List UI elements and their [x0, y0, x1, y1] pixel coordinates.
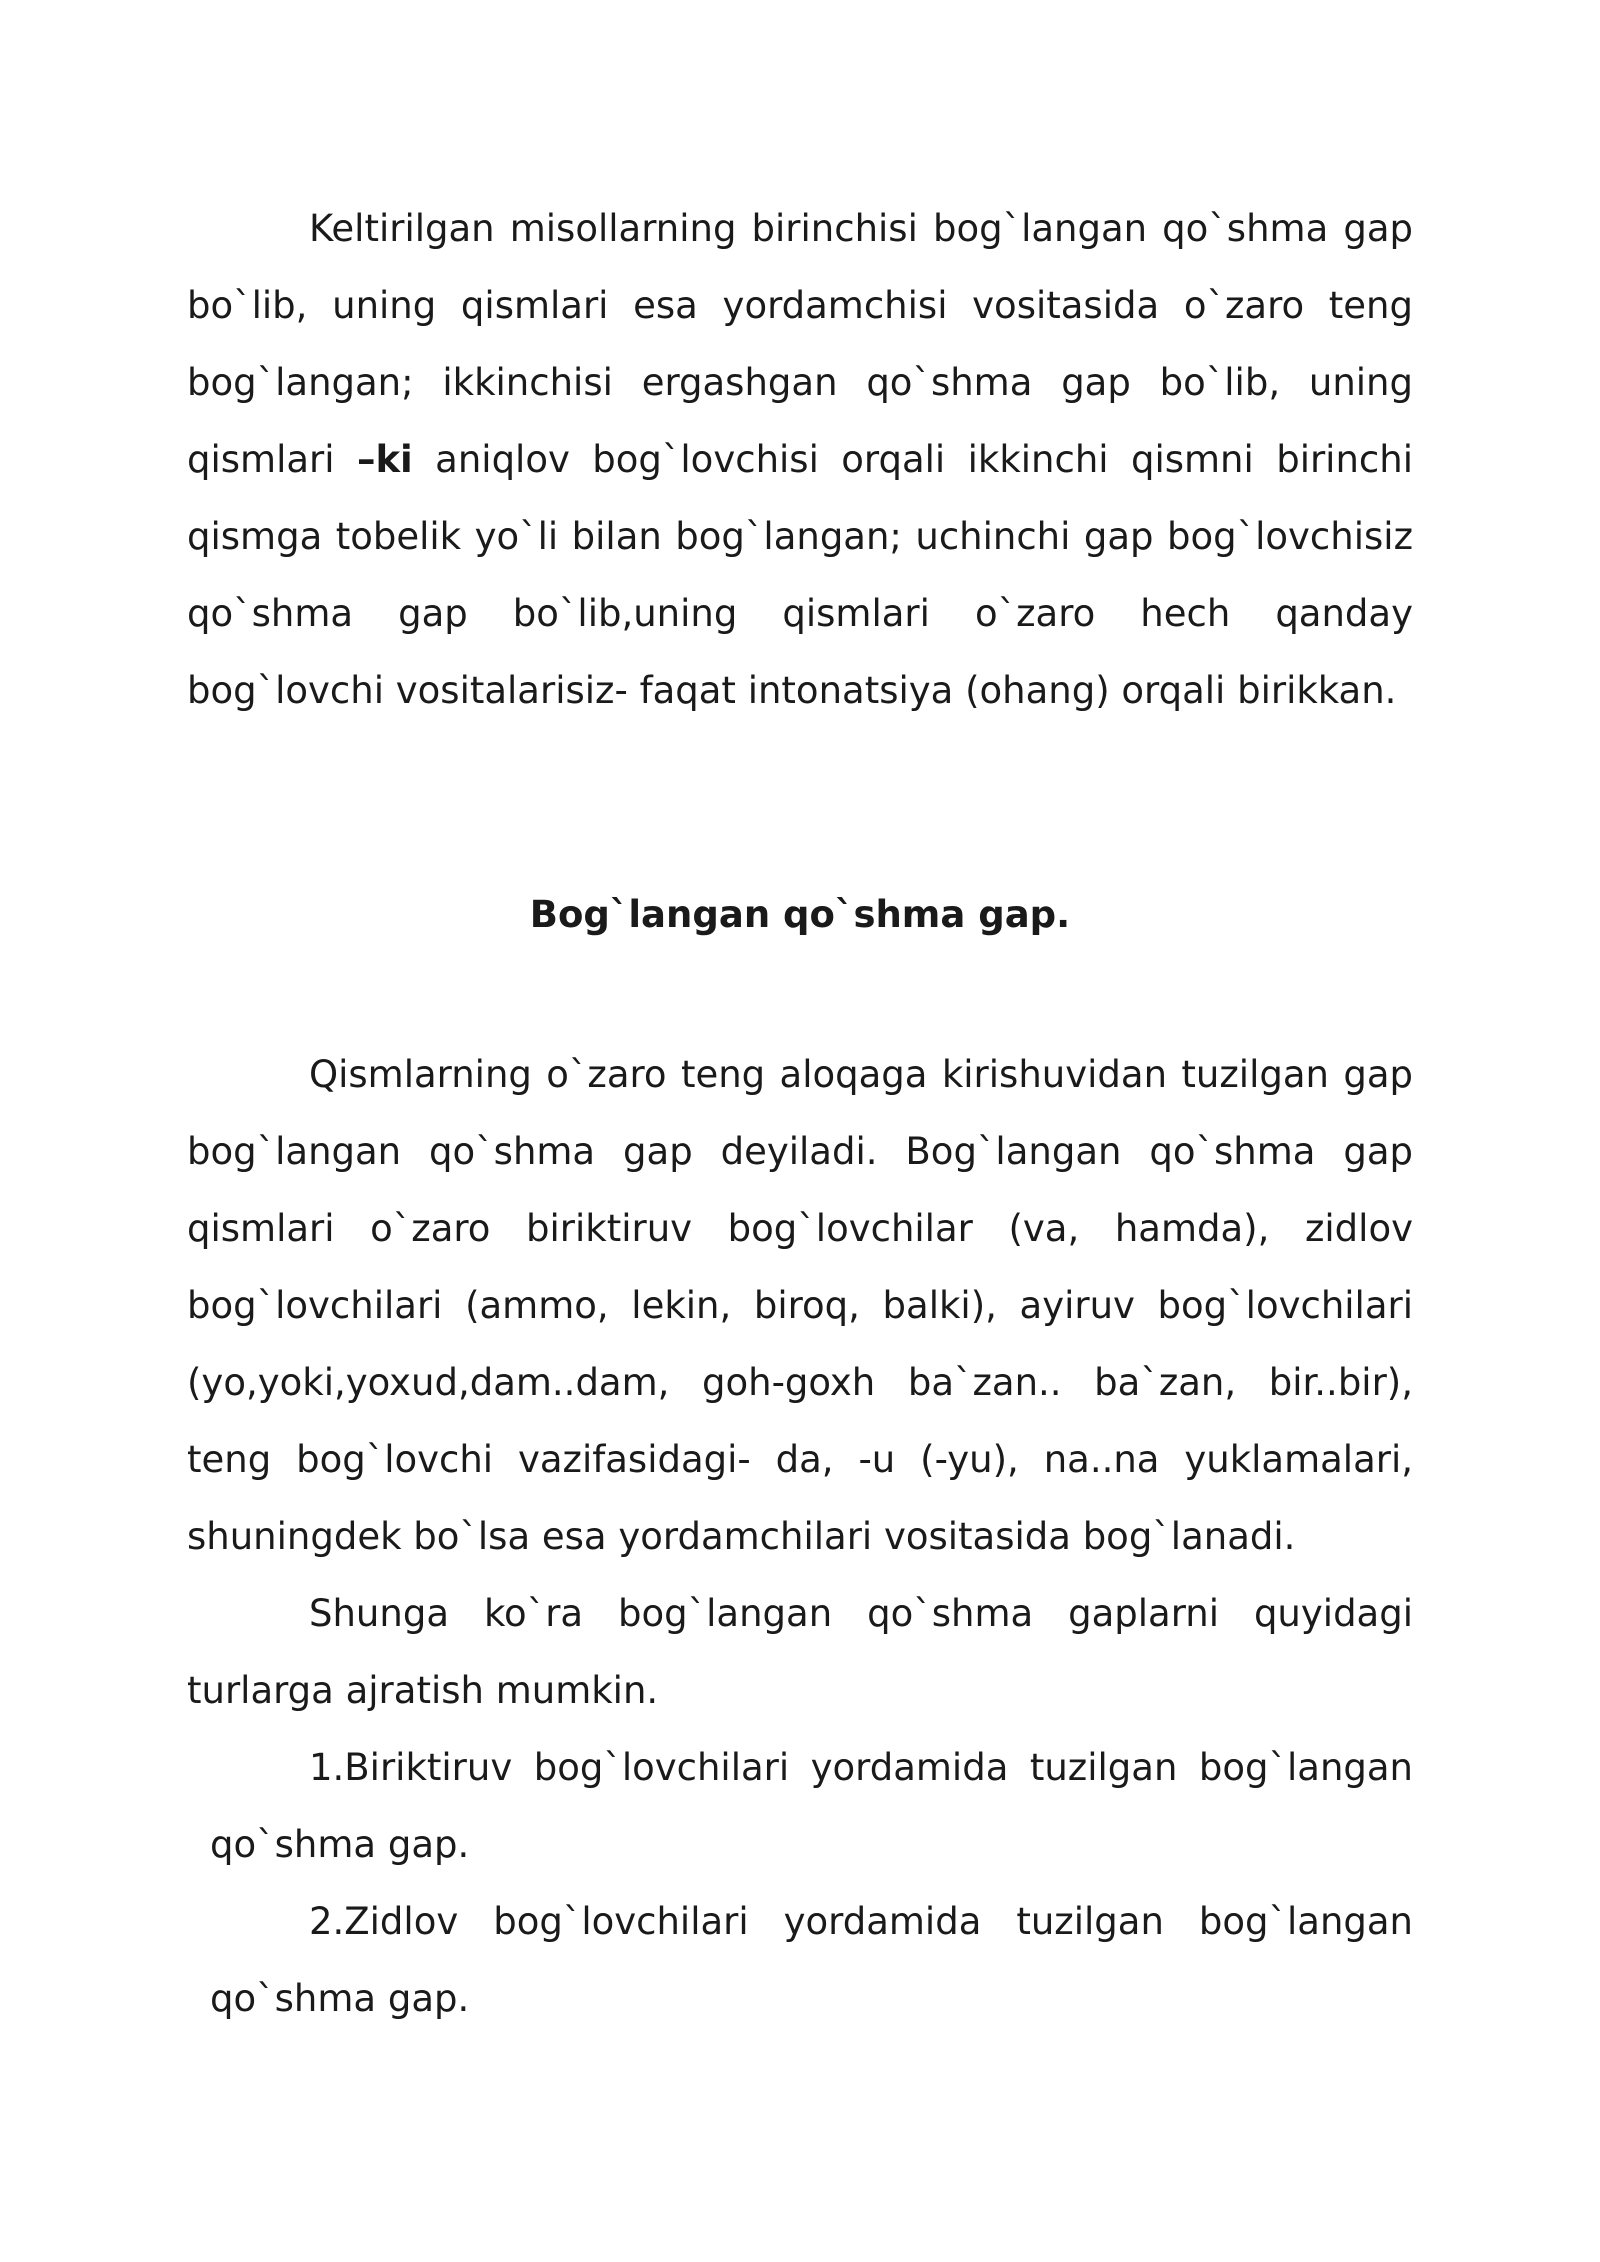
bold-marker-ki: –ki	[356, 438, 413, 481]
list-item-2: 2.Zidlov bog`lovchilari yordamida tuzilgan bog`langan qo`shma gap.	[210, 1900, 1413, 2020]
paragraph-intro-text-2: aniqlov bog`lovchisi orqali ikkinchi qismni birinchi qismga tobelik yo`li bilan bog`langan; uchinchi gap bog`lovchisiz qo`shma gap bo`lib,uning qismlari o`zaro hech qanday bog`lovchi vositalarisiz- faqat intonatsiya (ohang) orqali birikkan.	[187, 438, 1413, 712]
list-item-1: 1.Biriktiruv bog`lovchilari yordamida tuzilgan bog`langan qo`shma gap.	[210, 1746, 1413, 1866]
paragraph-intro-text-1: Keltirilgan misollarning birinchisi bog`langan qo`shma gap bo`lib, uning qismlari esa yordamchisi vositasida o`zaro teng bog`langan; ikkinchisi ergashgan qo`shma gap bo`lib, uning qismlari	[187, 207, 1413, 481]
paragraph-intro	[187, 190, 1413, 729]
section-heading: Bog`langan qo`shma gap.	[529, 893, 1071, 936]
paragraph-types-intro: Shunga ko`ra bog`langan qo`shma gaplarni quyidagi turlarga ajratish mumkin.	[187, 1592, 1413, 1712]
paragraph-definition: Qismlarning o`zaro teng aloqaga kirishuvidan tuzilgan gap bog`langan qo`shma gap deyiladi. Bog`langan qo`shma gap qismlari o`zaro biriktiruv bog`lovchilar (va, hamda), zidlov bog`lovchilari (ammo, lekin, biroq, balki), ayiruv bog`lovchilari (yo,yoki,yoxud,dam..dam, goh-goxh ba`zan.. ba`zan, bir..bir), teng bog`lovchi vazifasidagi- da, -u (-yu), na..na yuklamalari, shuningdek bo`lsa esa yordamchilari vositasida bog`lanadi.	[187, 1053, 1413, 1558]
